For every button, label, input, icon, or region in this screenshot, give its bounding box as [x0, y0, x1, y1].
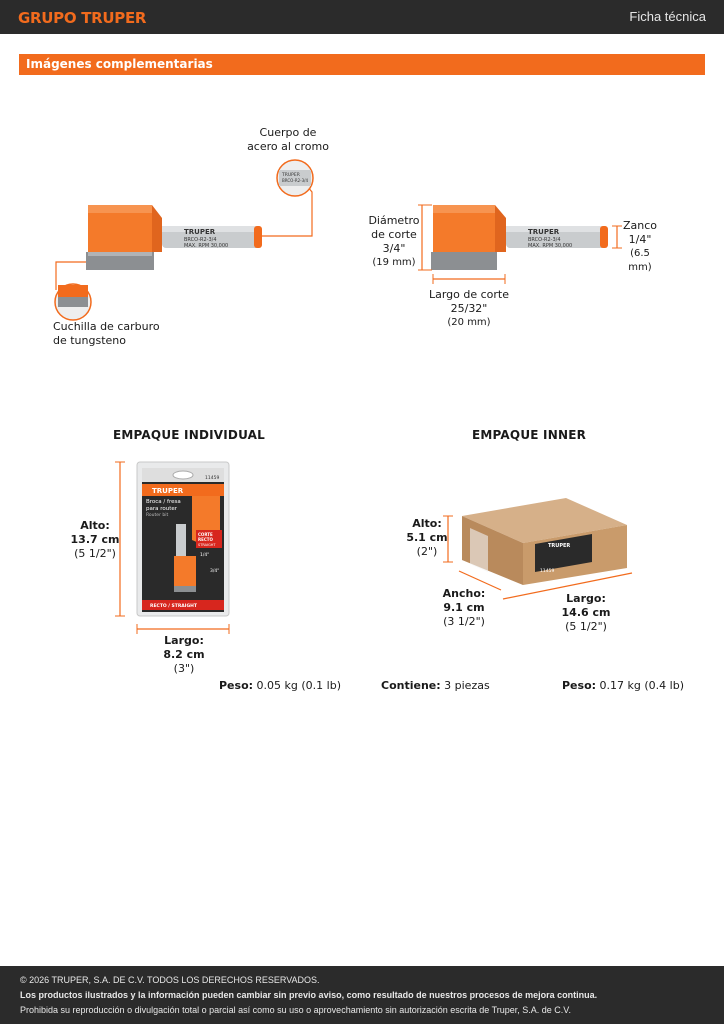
footer-copyright: © 2026 TRUPER, S.A. DE C.V. TODOS LOS DERECHOS RESERVADOS.: [20, 975, 320, 985]
callout-body-label: Cuerpo de acero al cromo: [247, 126, 329, 153]
inner-pack-title: EMPAQUE INNER: [472, 428, 587, 442]
svg-text:CORTE: CORTE: [198, 532, 213, 537]
individual-weight: Peso: 0.05 kg (0.1 lb): [219, 679, 341, 692]
svg-text:Broca / fresa: Broca / fresa: [146, 499, 181, 505]
svg-text:RECTO / STRAIGHT: RECTO / STRAIGHT: [150, 604, 197, 609]
svg-text:11459: 11459: [205, 476, 220, 481]
svg-text:1/4": 1/4": [200, 553, 210, 558]
cut-diameter-label: Diámetro de corte 3/4" (19 mm): [368, 214, 420, 268]
svg-text:BRCO-R2-3/4: BRCO-R2-3/4: [282, 178, 309, 183]
callout-blade-label: Cuchilla de carburo de tungsteno: [53, 320, 160, 347]
individual-height-label: Alto: 13.7 cm (5 1/2"): [70, 519, 120, 560]
svg-text:TRUPER: TRUPER: [282, 173, 300, 178]
svg-text:RECTO: RECTO: [198, 537, 213, 542]
inner-width-label: Ancho: 9.1 cm (3 1/2"): [442, 587, 486, 628]
inner-height-label: Alto: 5.1 cm (2"): [406, 517, 448, 558]
svg-text:MAX. RPM 30,000: MAX. RPM 30,000: [184, 243, 229, 249]
svg-text:STRAIGHT: STRAIGHT: [198, 543, 216, 547]
shank-label: Zanco 1/4" (6.5 mm): [622, 219, 658, 273]
individual-length-label: Largo: 8.2 cm (3"): [163, 634, 205, 675]
svg-text:Router bit: Router bit: [146, 513, 169, 518]
cut-length-label: Largo de corte 25/32" (20 mm): [428, 288, 510, 328]
section-title: Imágenes complementarias: [26, 57, 213, 71]
shank-brand-text: TRUPER: [184, 228, 216, 236]
footer-notice: Los productos ilustrados y la información pueden cambiar sin previo aviso, como resultado de nuestros procesos de mejora continua.: [20, 990, 598, 1000]
svg-text:BRCO-R2-3/4: BRCO-R2-3/4: [184, 237, 217, 243]
svg-text:3/4": 3/4": [210, 569, 220, 574]
document-title: Ficha técnica: [629, 9, 706, 24]
individual-pack-title: EMPAQUE INDIVIDUAL: [113, 428, 265, 442]
svg-text:para router: para router: [146, 506, 178, 512]
inner-contains: Contiene: 3 piezas: [381, 679, 490, 692]
svg-text:BRCO-R2-3/4: BRCO-R2-3/4: [528, 237, 561, 243]
footer-prohibition: Prohibida su reproducción o divulgación total o parcial así como su uso o aprovechamiento sin autorización escrita de Truper, S.A. de C.V.: [20, 1005, 571, 1015]
brand-logo: GRUPO TRUPER: [18, 9, 147, 27]
box-brand: TRUPER: [548, 543, 571, 549]
svg-text:TRUPER: TRUPER: [528, 228, 560, 236]
svg-text:11459: 11459: [540, 569, 555, 574]
card-brand: TRUPER: [152, 487, 184, 495]
inner-length-label: Largo: 14.6 cm (5 1/2"): [561, 592, 611, 633]
page-footer: [0, 966, 724, 1024]
inner-weight: Peso: 0.17 kg (0.4 lb): [562, 679, 684, 692]
svg-text:MAX. RPM 30,000: MAX. RPM 30,000: [528, 243, 573, 249]
